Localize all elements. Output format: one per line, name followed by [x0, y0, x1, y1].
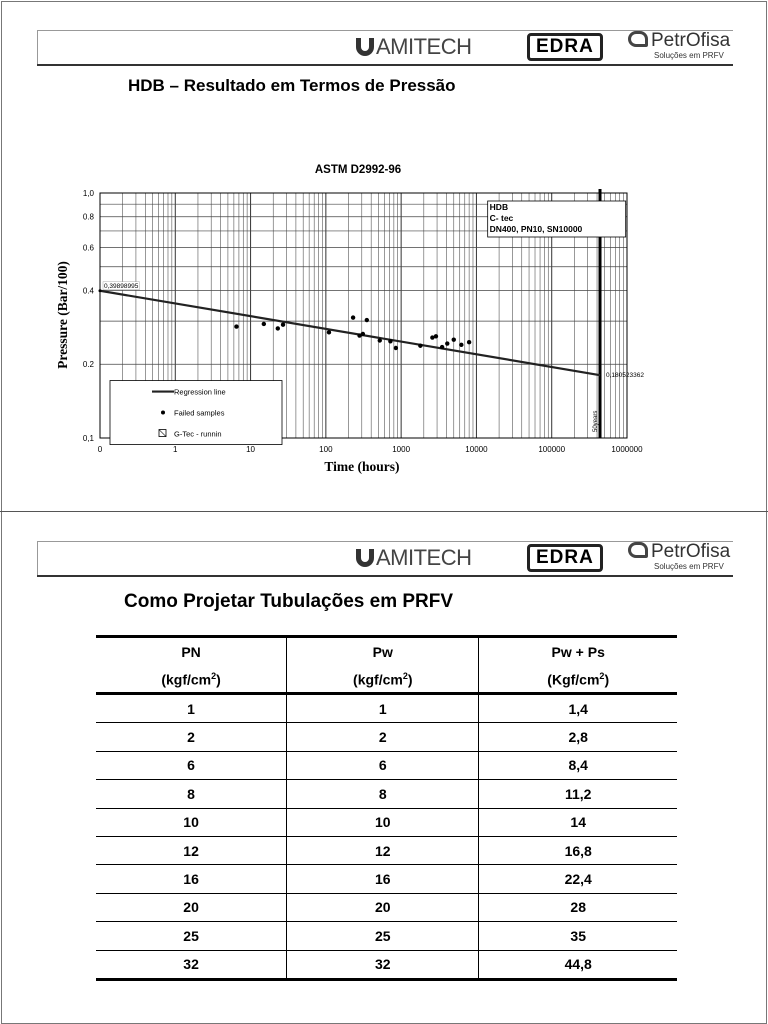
table-row — [96, 723, 677, 751]
header-pw-ps: Pw + Ps — [479, 637, 677, 667]
pressure-table — [96, 635, 677, 981]
table-row — [96, 836, 677, 864]
y-axis-label: Pressure (Bar/100) — [55, 261, 70, 369]
cell-pn: 10 — [96, 808, 287, 836]
x-axis-label: Time (hours) — [324, 459, 400, 474]
cell-pw-ps: 11,2 — [479, 780, 677, 808]
edra-logo-text: EDRA — [536, 36, 594, 57]
cell-pn: 20 — [96, 893, 287, 921]
cell-pw: 10 — [287, 808, 479, 836]
failed-sample-point — [276, 326, 280, 330]
failed-sample-point — [418, 344, 422, 348]
unit-exponent: 2 — [402, 670, 408, 681]
x-tick-label: 1 — [173, 445, 178, 454]
cell-pn: 6 — [96, 751, 287, 779]
failed-sample-point — [262, 322, 266, 326]
petrofisa-mark-icon — [628, 31, 648, 47]
unit-text-close: ) — [604, 671, 610, 688]
unit-pw — [287, 666, 479, 694]
cell-pw: 2 — [287, 723, 479, 751]
cell-pn: 32 — [96, 950, 287, 979]
table-header-row — [96, 637, 677, 667]
failed-sample-point — [445, 341, 449, 345]
unit-pw-ps — [479, 666, 677, 694]
table-row — [96, 694, 677, 723]
cell-pn: 2 — [96, 723, 287, 751]
slide-divider — [0, 511, 768, 512]
table-row — [96, 751, 677, 779]
edra-logo — [527, 544, 603, 572]
regression-start-point — [99, 289, 102, 292]
slide2-title: Como Projetar Tubulações em PRFV — [124, 591, 454, 612]
cell-pw-ps: 22,4 — [479, 865, 677, 893]
table-row — [96, 922, 677, 950]
cell-pn: 1 — [96, 694, 287, 723]
info-box-line: DN400, PN10, SN10000 — [489, 224, 583, 234]
header-pn: PN — [96, 637, 287, 667]
unit-pn — [96, 666, 287, 694]
table-row — [96, 865, 677, 893]
legend-failed-swatch — [161, 411, 165, 415]
y-tick-label: 0.6 — [82, 243, 94, 253]
cell-pw: 8 — [287, 780, 479, 808]
failed-sample-point — [434, 334, 438, 338]
x-tick-label: 0 — [97, 445, 103, 454]
x-tick-label: 1000 — [392, 445, 411, 454]
table-row — [96, 950, 677, 979]
failed-sample-point — [467, 340, 471, 344]
cell-pn: 12 — [96, 836, 287, 864]
unit-text: (kgf/cm — [161, 671, 212, 688]
cell-pn: 8 — [96, 780, 287, 808]
amitech-mark-icon — [356, 549, 374, 567]
cell-pw-ps: 35 — [479, 922, 677, 950]
x-tick-label: 100 — [319, 445, 333, 454]
info-box — [488, 201, 626, 237]
cell-pw: 6 — [287, 751, 479, 779]
cell-pw-ps: 1,4 — [479, 694, 677, 723]
petrofisa-logo-subtitle: Soluções em PRFV — [654, 562, 724, 571]
regression-start-label: 0,39898995 — [104, 282, 139, 290]
petrofisa-logo-text: PetrOfisa — [651, 541, 731, 562]
info-box-line: HDB — [489, 202, 509, 212]
edra-logo — [527, 33, 603, 61]
slide1-title: HDB – Resultado em Termos de Pressão — [128, 76, 456, 95]
failed-sample-point — [327, 330, 331, 334]
cell-pw: 25 — [287, 922, 479, 950]
header-left-rule — [37, 30, 38, 65]
table-row — [96, 780, 677, 808]
chart-title: ASTM D2992-96 — [314, 164, 402, 176]
amitech-logo-text: AMITECH — [376, 545, 472, 570]
cell-pw: 16 — [287, 865, 479, 893]
cell-pw-ps: 2,8 — [479, 723, 677, 751]
y-tick-label: 1,0 — [82, 189, 94, 198]
cell-pw: 32 — [287, 950, 479, 979]
header-left-rule — [37, 541, 38, 576]
failed-sample-point — [459, 343, 463, 347]
table-row — [96, 893, 677, 921]
chart-legend — [110, 381, 282, 445]
unit-text: (kgf/cm — [353, 671, 403, 688]
cell-pw-ps: 14 — [479, 808, 677, 836]
failed-sample-point — [440, 345, 444, 349]
cell-pw: 12 — [287, 836, 479, 864]
petrofisa-logo-text: PetrOfisa — [651, 30, 731, 51]
cell-pw: 1 — [287, 694, 479, 723]
table-unit-row — [96, 666, 677, 694]
failed-sample-point — [365, 318, 369, 322]
unit-exponent: 2 — [599, 670, 605, 681]
header-pw: Pw — [287, 637, 479, 667]
cell-pw-ps: 44,8 — [479, 950, 677, 979]
unit-text-close: ) — [216, 671, 221, 688]
regression-end-label: 0,180523362 — [606, 372, 644, 380]
fifty-years-marker-label: 50years — [593, 410, 600, 432]
amitech-logo — [356, 545, 472, 571]
failed-sample-point — [452, 337, 456, 341]
petrofisa-logo-subtitle: Soluções em PRFV — [654, 51, 724, 60]
failed-sample-point — [281, 323, 285, 327]
failed-sample-point — [378, 338, 382, 342]
failed-sample-point — [361, 332, 365, 336]
legend-regression-label: Regression line — [174, 387, 226, 397]
cell-pn: 25 — [96, 922, 287, 950]
cell-pw-ps: 16,8 — [479, 836, 677, 864]
cell-pn: 16 — [96, 865, 287, 893]
failed-sample-point — [394, 346, 398, 350]
table-row — [96, 808, 677, 836]
hdb-chart — [50, 155, 670, 485]
info-box-line: C- tec — [489, 213, 514, 223]
unit-text: (Kgf/cm — [547, 671, 600, 688]
amitech-mark-icon — [356, 38, 374, 56]
petrofisa-logo — [628, 31, 730, 60]
legend-gtec-label: G-Tec - runnin — [174, 429, 222, 439]
y-tick-label: 0.8 — [82, 212, 94, 222]
x-tick-label: 100000 — [538, 445, 566, 454]
hdb-chart-svg — [50, 155, 670, 485]
cell-pw-ps: 8,4 — [479, 751, 677, 779]
legend-failed-label: Failed samples — [174, 408, 225, 418]
y-tick-label: 0,1 — [82, 434, 94, 443]
y-tick-label: 0.2 — [82, 360, 94, 370]
amitech-logo-text: AMITECH — [376, 34, 472, 59]
amitech-logo — [356, 34, 472, 60]
failed-sample-point — [388, 339, 392, 343]
failed-sample-point — [351, 315, 355, 319]
failed-sample-point — [234, 324, 238, 328]
x-tick-label: 1000000 — [611, 445, 643, 454]
petrofisa-logo — [628, 542, 730, 571]
unit-text-close: ) — [407, 671, 413, 688]
x-tick-label: 10000 — [465, 445, 488, 454]
cell-pw-ps: 28 — [479, 893, 677, 921]
header-bottom-rule — [37, 64, 733, 66]
edra-logo-text: EDRA — [536, 547, 594, 568]
petrofisa-mark-icon — [628, 542, 648, 558]
cell-pw: 20 — [287, 893, 479, 921]
x-tick-label: 10 — [246, 445, 256, 454]
unit-exponent: 2 — [211, 670, 217, 681]
y-tick-label: 0.4 — [82, 286, 94, 296]
header-bottom-rule — [37, 575, 733, 577]
